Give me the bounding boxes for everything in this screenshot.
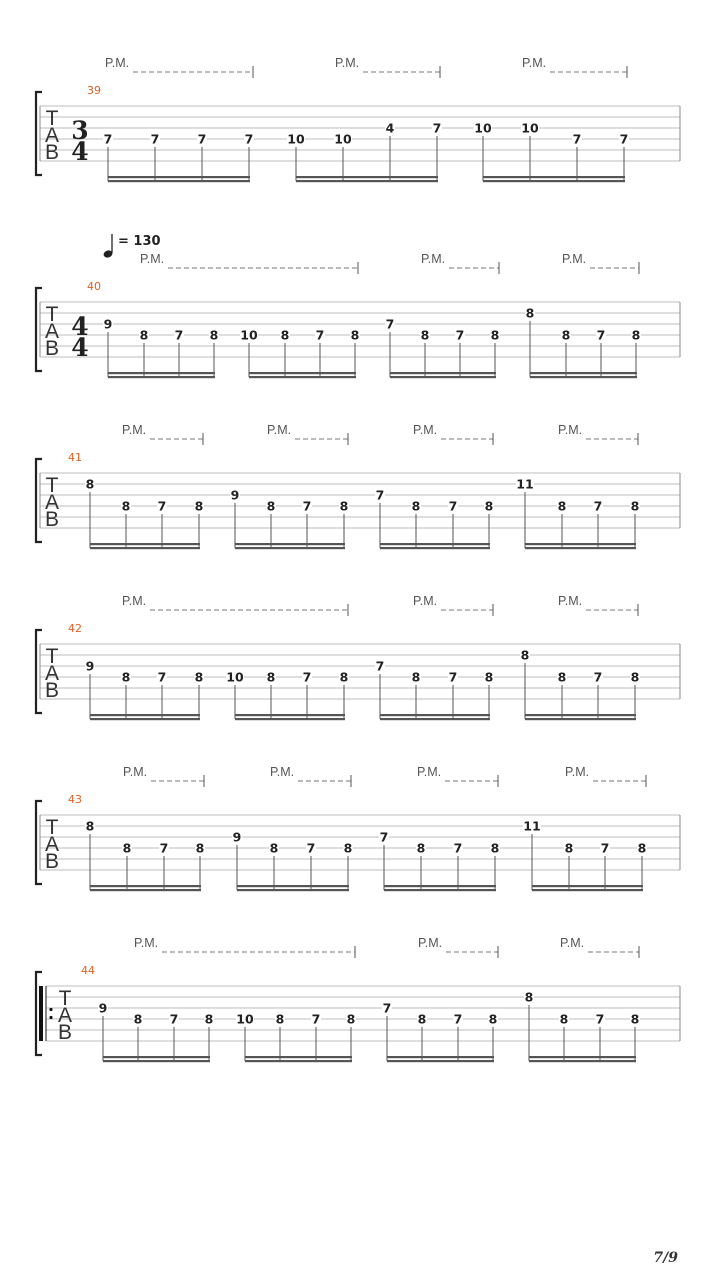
palm-mute-label: P.M.	[413, 423, 438, 437]
palm-mute-label: P.M.	[335, 56, 360, 70]
tab-clef-letter: B	[44, 850, 60, 874]
fret-number: 8	[561, 327, 571, 343]
fret-number: 7	[448, 669, 458, 685]
palm-mute-label: P.M.	[270, 765, 295, 779]
fret-number: 8	[411, 669, 421, 685]
beam	[529, 1060, 636, 1062]
fret-number: 8	[121, 498, 131, 514]
beam	[249, 372, 356, 374]
fret-number: 8	[350, 327, 360, 343]
fret-number: 8	[417, 1011, 427, 1027]
fret-number: 7	[593, 498, 603, 514]
beam	[525, 718, 636, 720]
fret-number: 8	[194, 498, 204, 514]
fret-number: 7	[593, 669, 603, 685]
fret-number: 8	[339, 669, 349, 685]
tab-system	[36, 936, 680, 1062]
beam	[245, 1056, 352, 1058]
fret-number: 7	[572, 131, 582, 147]
fret-number: 7	[157, 498, 167, 514]
fret-number: 8	[339, 498, 349, 514]
beam	[525, 547, 636, 549]
palm-mute-label: P.M.	[418, 936, 443, 950]
fret-number: 8	[209, 327, 219, 343]
time-signature-top: 3	[71, 116, 89, 145]
tab-clef-letter: T	[45, 303, 59, 326]
tab-clef-letter: T	[45, 645, 59, 668]
tab-system	[36, 56, 680, 182]
tempo-marking: = 130	[118, 234, 161, 249]
tab-clef-letter: T	[45, 816, 59, 839]
fret-number: 8	[280, 327, 290, 343]
fret-number: 7	[306, 840, 316, 856]
fret-number: 8	[204, 1011, 214, 1027]
beam	[296, 176, 438, 178]
fret-number: 8	[411, 498, 421, 514]
beam	[103, 1056, 210, 1058]
tab-system	[36, 765, 680, 891]
beam	[483, 176, 625, 178]
palm-mute-label: P.M.	[122, 594, 147, 608]
beam	[380, 714, 490, 716]
fret-number: 9	[98, 1000, 108, 1016]
fret-number: 11	[523, 818, 541, 834]
fret-number: 8	[266, 498, 276, 514]
tab-clef-letter: A	[44, 662, 60, 686]
fret-number: 8	[121, 669, 131, 685]
beam	[90, 714, 200, 716]
fret-number: 7	[453, 840, 463, 856]
fret-number: 7	[600, 840, 610, 856]
tab-clef-letter: B	[44, 679, 60, 703]
fret-number: 8	[266, 669, 276, 685]
tab-clef-letter: T	[45, 107, 59, 130]
fret-number: 9	[230, 487, 240, 503]
tab-clef-letter: T	[45, 474, 59, 497]
palm-mute-label: P.M.	[558, 423, 583, 437]
palm-mute-label: P.M.	[413, 594, 438, 608]
beam	[237, 889, 349, 891]
palm-mute-label: P.M.	[140, 252, 165, 266]
fret-number: 9	[103, 316, 113, 332]
fret-number: 7	[197, 131, 207, 147]
repeat-dot	[49, 1008, 52, 1011]
palm-mute-label: P.M.	[122, 423, 147, 437]
fret-number: 8	[490, 840, 500, 856]
fret-number: 8	[631, 327, 641, 343]
fret-number: 10	[474, 120, 492, 136]
fret-number: 8	[630, 669, 640, 685]
beam	[235, 714, 345, 716]
measure-number: 43	[68, 793, 82, 806]
beam	[483, 180, 625, 182]
beam	[530, 372, 637, 374]
tab-clef-letter: B	[44, 337, 60, 361]
tab-system	[36, 594, 680, 720]
fret-number: 10	[226, 669, 244, 685]
fret-number: 8	[85, 818, 95, 834]
palm-mute-label: P.M.	[560, 936, 585, 950]
beam	[390, 376, 496, 378]
fret-number: 8	[269, 840, 279, 856]
palm-mute-label: P.M.	[565, 765, 590, 779]
page-number: 7/9	[653, 1250, 678, 1266]
beam	[390, 372, 496, 374]
palm-mute-label: P.M.	[134, 936, 159, 950]
tab-clef-letter: A	[44, 491, 60, 515]
fret-number: 8	[195, 840, 205, 856]
fret-number: 8	[630, 1011, 640, 1027]
beam	[90, 885, 201, 887]
fret-number: 10	[240, 327, 258, 343]
fret-number: 7	[150, 131, 160, 147]
repeat-dot	[49, 1016, 52, 1019]
fret-number: 10	[287, 131, 305, 147]
fret-number: 8	[275, 1011, 285, 1027]
fret-number: 8	[122, 840, 132, 856]
beam	[90, 543, 200, 545]
beam	[90, 718, 200, 720]
palm-mute-label: P.M.	[562, 252, 587, 266]
beam	[296, 180, 438, 182]
fret-number: 7	[375, 658, 385, 674]
beam	[380, 543, 490, 545]
time-signature-top: 4	[71, 312, 89, 341]
beam	[90, 547, 200, 549]
fret-number: 7	[448, 498, 458, 514]
fret-number: 7	[619, 131, 629, 147]
fret-number: 8	[490, 327, 500, 343]
fret-number: 8	[488, 1011, 498, 1027]
fret-number: 8	[524, 989, 534, 1005]
system-bracket	[36, 92, 42, 175]
beam	[237, 885, 349, 887]
fret-number: 7	[379, 829, 389, 845]
system-bracket	[36, 459, 42, 542]
tab-clef-letter: B	[44, 508, 60, 532]
system-bracket	[36, 630, 42, 713]
tab-clef-letter: A	[44, 833, 60, 857]
fret-number: 9	[85, 658, 95, 674]
tab-clef-letter: B	[44, 141, 60, 165]
tab-clef-letter: T	[58, 987, 72, 1010]
fret-number: 10	[334, 131, 352, 147]
fret-number: 7	[103, 131, 113, 147]
fret-number: 7	[382, 1000, 392, 1016]
tab-clef-letter: A	[57, 1004, 73, 1028]
beam	[249, 376, 356, 378]
fret-number: 7	[311, 1011, 321, 1027]
beam	[108, 180, 250, 182]
tab-clef-letter: B	[57, 1021, 73, 1045]
beam	[108, 372, 215, 374]
measure-number: 40	[87, 280, 101, 293]
beam	[530, 376, 637, 378]
fret-number: 8	[420, 327, 430, 343]
measure-number: 42	[68, 622, 82, 635]
beam	[525, 543, 636, 545]
fret-number: 7	[169, 1011, 179, 1027]
palm-mute-label: P.M.	[417, 765, 442, 779]
palm-mute-label: P.M.	[558, 594, 583, 608]
fret-number: 8	[343, 840, 353, 856]
time-signature-bottom: 4	[71, 137, 89, 166]
beam	[387, 1060, 494, 1062]
tab-clef-letter: A	[44, 320, 60, 344]
fret-number: 7	[385, 316, 395, 332]
fret-number: 11	[516, 476, 534, 492]
palm-mute-label: P.M.	[267, 423, 292, 437]
fret-number: 8	[139, 327, 149, 343]
fret-number: 8	[520, 647, 530, 663]
fret-number: 8	[557, 498, 567, 514]
palm-mute-label: P.M.	[522, 56, 547, 70]
fret-number: 7	[595, 1011, 605, 1027]
beam	[235, 543, 345, 545]
tab-system	[36, 423, 680, 549]
fret-number: 7	[315, 327, 325, 343]
repeat-thick-bar	[39, 986, 43, 1041]
fret-number: 10	[521, 120, 539, 136]
fret-number: 7	[174, 327, 184, 343]
fret-number: 8	[564, 840, 574, 856]
beam	[245, 1060, 352, 1062]
palm-mute-label: P.M.	[421, 252, 446, 266]
measure-number: 41	[68, 451, 82, 464]
beam	[235, 718, 345, 720]
fret-number: 8	[484, 498, 494, 514]
beam	[384, 889, 496, 891]
fret-number: 8	[525, 305, 535, 321]
fret-number: 8	[194, 669, 204, 685]
beam	[103, 1060, 210, 1062]
time-signature-bottom: 4	[71, 333, 89, 362]
fret-number: 7	[453, 1011, 463, 1027]
fret-number: 4	[385, 120, 395, 136]
fret-number: 8	[637, 840, 647, 856]
fret-number: 7	[302, 498, 312, 514]
fret-number: 7	[596, 327, 606, 343]
beam	[108, 376, 215, 378]
fret-number: 7	[157, 669, 167, 685]
measure-number: 39	[87, 84, 101, 97]
beam	[529, 1056, 636, 1058]
fret-number: 7	[302, 669, 312, 685]
beam	[384, 885, 496, 887]
fret-number: 8	[630, 498, 640, 514]
fret-number: 8	[559, 1011, 569, 1027]
beam	[380, 547, 490, 549]
fret-number: 8	[85, 476, 95, 492]
fret-number: 9	[232, 829, 242, 845]
fret-number: 7	[244, 131, 254, 147]
beam	[387, 1056, 494, 1058]
measure-number: 44	[81, 964, 95, 977]
fret-number: 7	[159, 840, 169, 856]
beam	[235, 547, 345, 549]
tab-clef-letter: A	[44, 124, 60, 148]
system-bracket	[36, 801, 42, 884]
tab-system	[36, 234, 680, 378]
fret-number: 8	[557, 669, 567, 685]
fret-number: 7	[375, 487, 385, 503]
fret-number: 8	[416, 840, 426, 856]
fret-number: 7	[432, 120, 442, 136]
beam	[108, 176, 250, 178]
beam	[90, 889, 201, 891]
system-bracket	[36, 288, 42, 371]
beam	[532, 889, 643, 891]
beam	[380, 718, 490, 720]
palm-mute-label: P.M.	[105, 56, 130, 70]
fret-number: 8	[484, 669, 494, 685]
beam	[532, 885, 643, 887]
fret-number: 7	[455, 327, 465, 343]
fret-number: 8	[133, 1011, 143, 1027]
fret-number: 8	[346, 1011, 356, 1027]
beam	[525, 714, 636, 716]
fret-number: 10	[236, 1011, 254, 1027]
palm-mute-label: P.M.	[123, 765, 148, 779]
